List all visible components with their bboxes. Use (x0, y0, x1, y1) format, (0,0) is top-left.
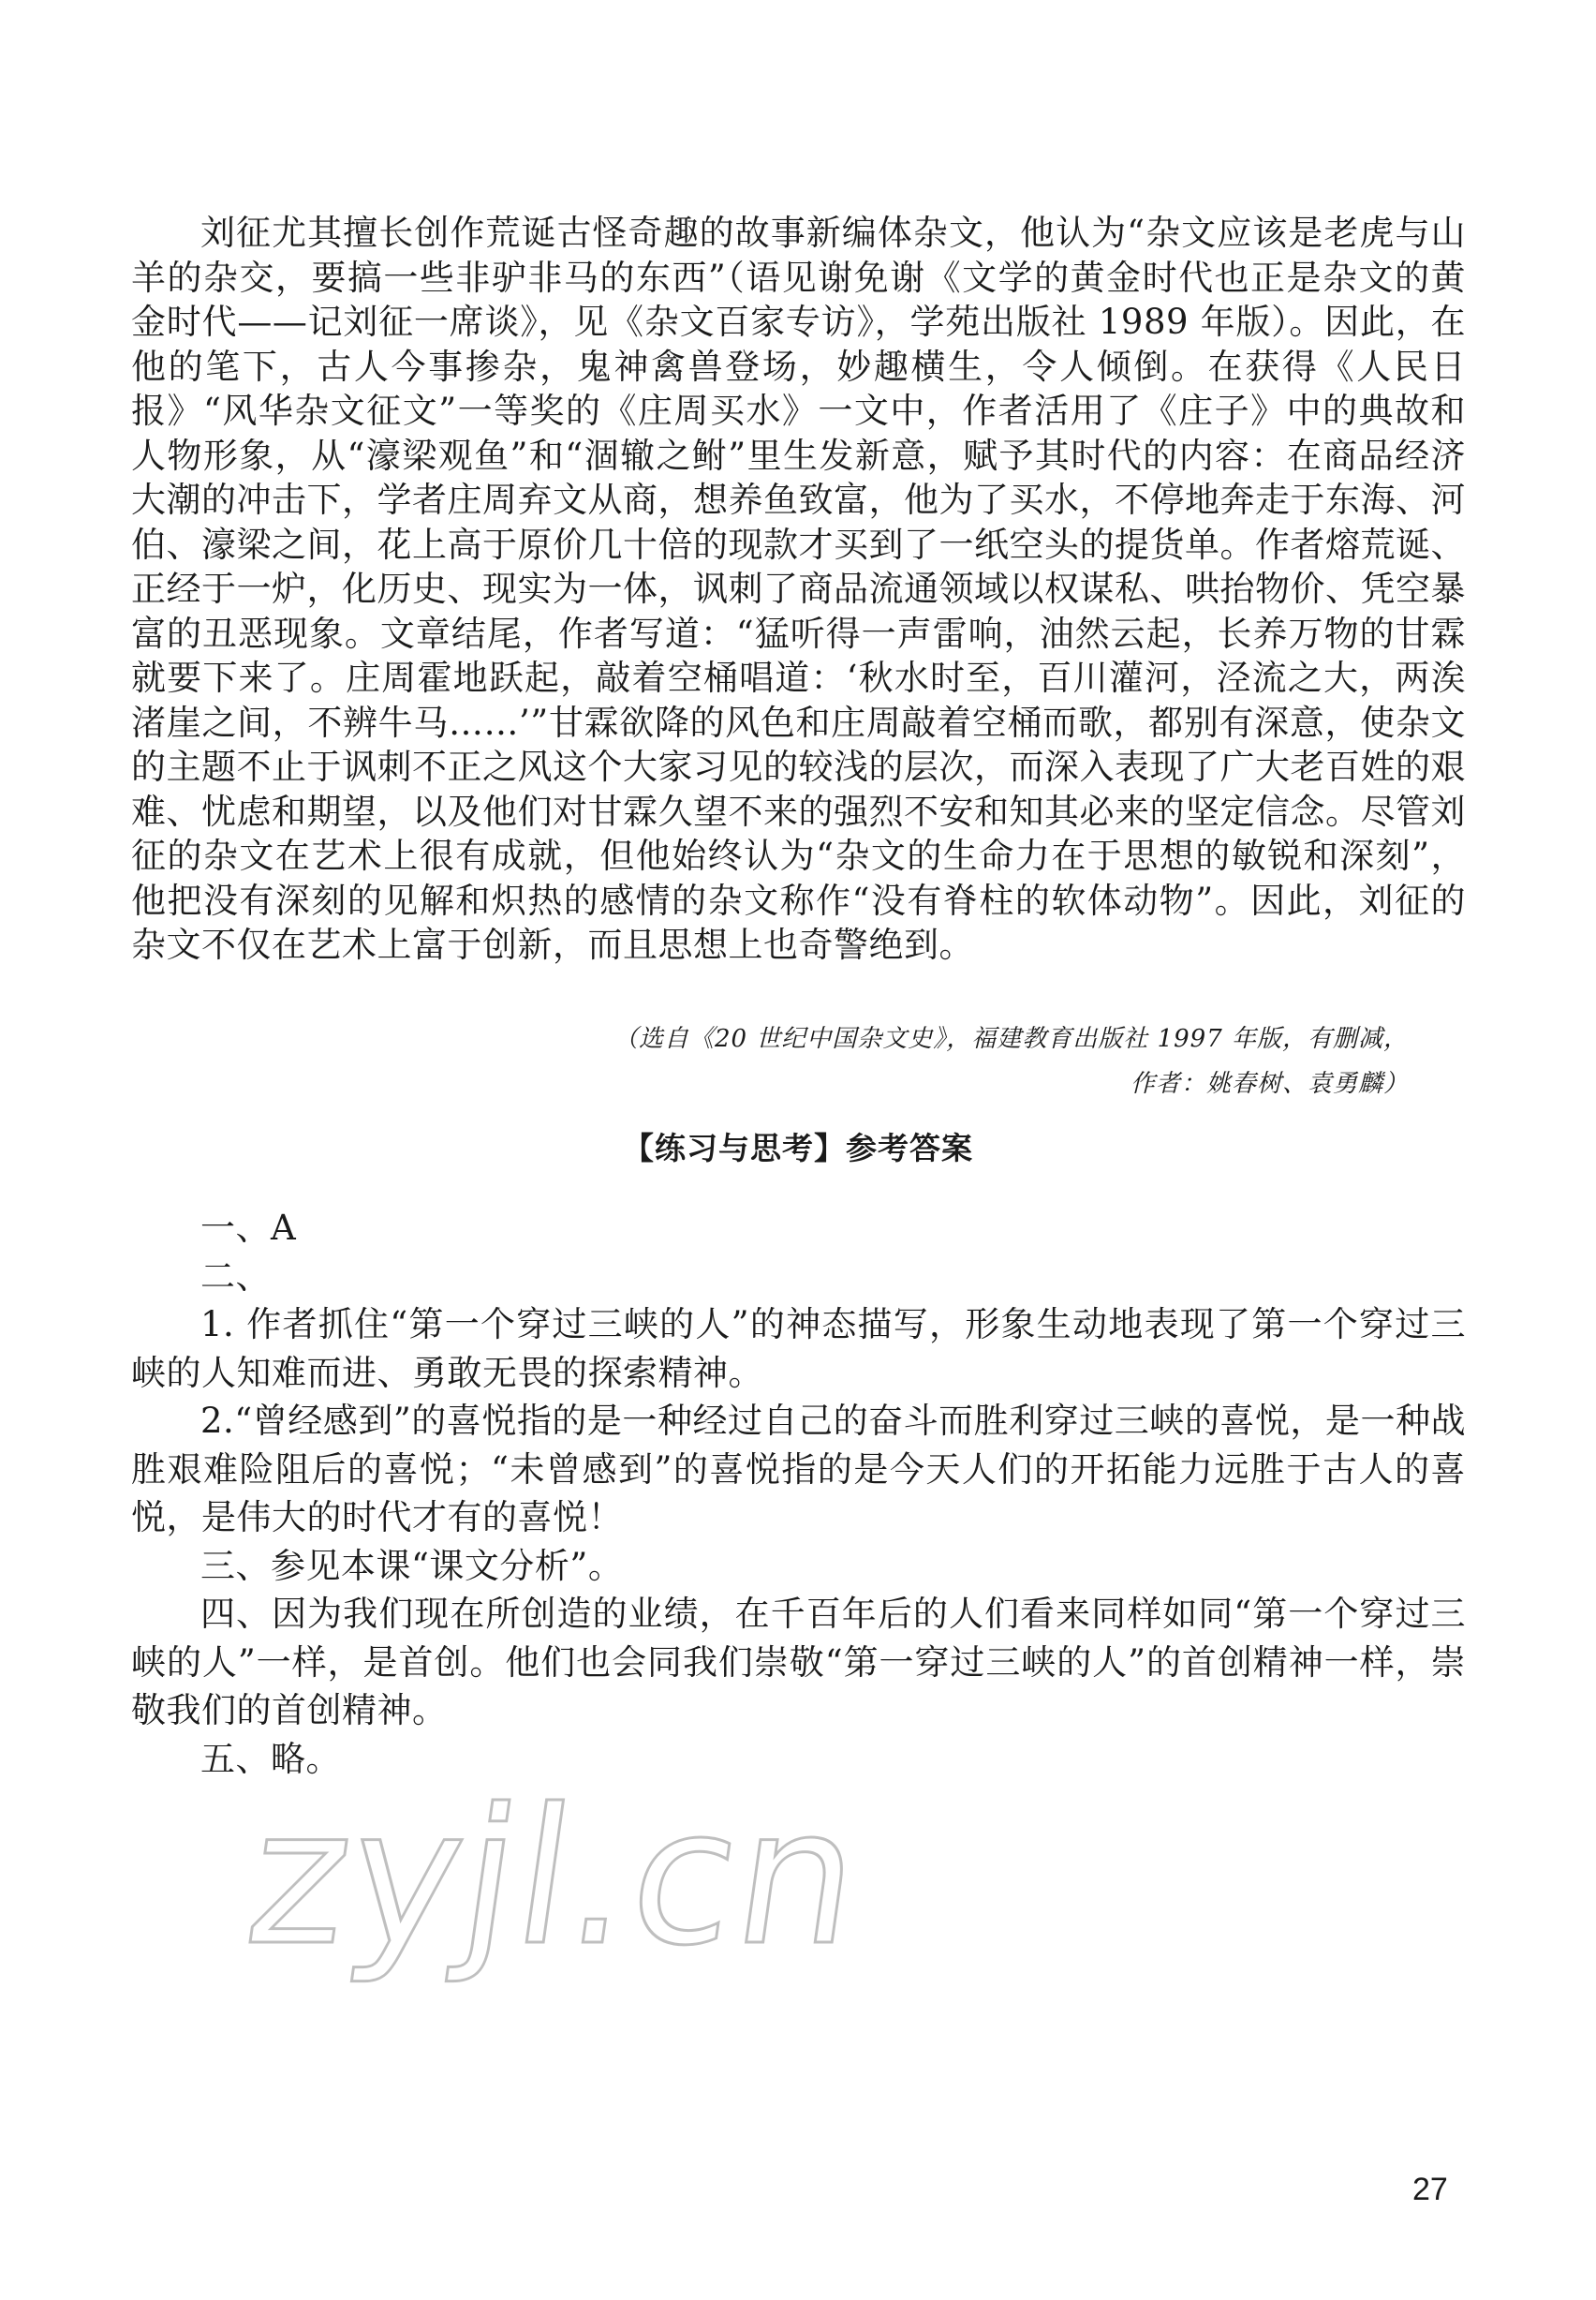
watermark-logo: zyjl.cn (235, 1769, 875, 1987)
answer-item-3: 三、参见本课“课文分析”。 (200, 1545, 624, 1586)
source-citation (285, 1016, 1409, 1106)
answer-item-5: 五、略。 (200, 1738, 341, 1779)
page-number: 27 (1412, 2172, 1448, 2207)
essay-paragraph: 刘征尤其擅长创作荒诞古怪奇趣的故事新编体杂文，他认为“杂文应该是老虎与山羊的杂交，要搞一些非驴非马的东西”（语见谢免谢《文学的黄金时代也正是杂文的黄金时代——记刘征一席谈》，见《杂文百家专访》，学苑出版社 1989 年版）。因此，在他的笔下，古人今事掺杂，鬼神禽兽登场，妙趣横生，令人倾倒。在获得《人民日报》“风华杂文征文”一等奖的《庄周买水》一文中，作者活用了《庄子》中的典故和人物形象，从“濠梁观鱼”和“涸辙之鲋”里生发新意，赋予其时代的内容：在商品经济大潮的冲击下，学者庄周弃文从商，想养鱼致富，他为了买水，不停地奔走于东海、河伯、濠梁之间，花上高于原价几十倍的现款才买到了一纸空头的提货单。作者熔荒诞、正经于一炉，化历史、现实为一体，讽刺了商品流通领域以权谋私、哄抬物价、凭空暴富的丑恶现象。文章结尾，作者写道：“猛听得一声雷响，油然云起，长养万物的甘霖就要下来了。庄周霍地跃起，敲着空桶唱道：‘秋水时至，百川灌河，泾流之大，两涘渚崖之间，不辨牛马……’”甘霖欲降的风色和庄周敲着空桶而歌，都别有深意，使杂文的主题不止于讽刺不正之风这个大家习见的较浅的层次，而深入表现了广大老百姓的艰难、忧虑和期望，以及他们对甘霖久望不来的强烈不安和知其必来的坚定信念。尽管刘征的杂文在艺术上很有成就，但他始终认为“杂文的生命力在于思想的敏锐和深刻”，他把没有深刻的见解和炽热的感情的杂文称作“没有脊柱的软体动物”。因此，刘征的杂文不仅在艺术上富于创新，而且思想上也奇警绝到。 (131, 213, 1466, 965)
source-line-2: 作者：姚春树、袁勇麟） (1130, 1070, 1409, 1098)
answer-item-4: 四、因为我们现在所创造的业绩，在千百年后的人们看来同样如同“第一个穿过三峡的人”一样，是首创。他们也会同我们崇敬“第一穿过三峡的人”的首创精神一样，崇敬我们的首创精神。 (131, 1594, 1466, 1730)
answer-item-2-1: 1. 作者抓住“第一个穿过三峡的人”的神态描写，形象生动地表现了第一个穿过三峡的人知难而进、勇敢无畏的探索精神。 (131, 1304, 1466, 1393)
answer-item-2-2: 2.“曾经感到”的喜悦指的是一种经过自己的奋斗而胜利穿过三峡的喜悦，是一种战胜艰难险阻后的喜悦；“未曾感到”的喜悦指的是今天人们的开拓能力远胜于古人的喜悦，是伟大的时代才有的喜悦！ (131, 1401, 1466, 1537)
answer-item-1: 一、A (200, 1208, 297, 1248)
section-title: 【练习与思考】参考答案 (623, 1130, 973, 1166)
answer-item-2: 二、 (200, 1255, 271, 1297)
answers-list (131, 1204, 1466, 1783)
source-line-1: （选自《20 世纪中国杂文史》，福建教育出版社 1997 年版，有删减， (613, 1025, 1409, 1053)
